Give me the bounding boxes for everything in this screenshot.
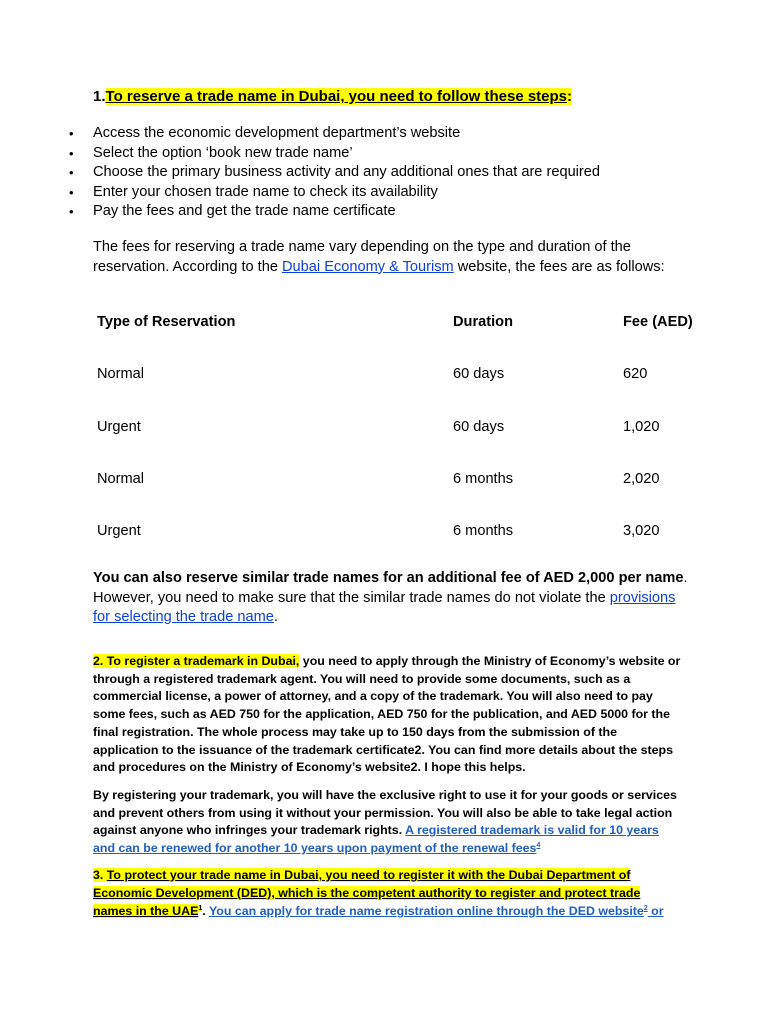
table-cell: 1,020 xyxy=(623,418,660,435)
section1-colon: : xyxy=(567,88,573,105)
section3-number: 3. xyxy=(93,868,107,882)
table-cell: Normal xyxy=(97,470,145,487)
section2-paragraph xyxy=(93,653,683,777)
table-cell: 6 months xyxy=(453,523,514,540)
column-header-duration: Duration xyxy=(453,314,513,330)
table-row xyxy=(97,471,717,523)
table-cell: 60 days xyxy=(453,366,505,383)
column-header-fee: Fee (AED) xyxy=(623,314,693,330)
section3-paragraph xyxy=(93,866,683,920)
table-header-row xyxy=(97,314,717,366)
table-cell: 2,020 xyxy=(623,470,660,487)
fee-table xyxy=(97,314,717,575)
table-row xyxy=(97,419,717,471)
section3-dot: . xyxy=(202,904,209,918)
similar-names-text: . However, you need to make sure that the similar trade names do not violate the xyxy=(93,570,688,606)
list-item: • Access the economic development department’s website xyxy=(93,124,600,144)
table-row xyxy=(97,366,717,418)
column-header-type: Type of Reservation xyxy=(97,314,236,330)
trademark-validity-link[interactable]: A registered trademark is valid for 10 years and can be renewed for another 10 years upon payment of the renewal fees xyxy=(93,823,659,856)
intro-text: The fees for reserving a trade name vary depending on the type and duration of the reservation. According to the xyxy=(93,239,631,275)
section2-highlight: 2. To register a trademark in Dubai, xyxy=(93,654,300,668)
section2-text: you need to apply through the Ministry of Economy’s website or through a registered trademark agent. You will need to provide some documents, such as a commercial license, a power of attorney, and a copy of the trademark. You will also need to pay some fees, such as AED 750 for the application, AED 750 for the publication, and AED 5000 for the final registration. The whole process may take up to 150 days from the submission of the application to the issuance of the trademark certificate2. You can find more details about the steps and procedures on the Ministry of Economy’s website2. I hope this helps. xyxy=(93,654,681,775)
section1-number: 1. xyxy=(93,88,106,105)
list-item: • Enter your chosen trade name to check its availability xyxy=(93,183,600,203)
dubai-economy-link[interactable]: Dubai Economy & Tourism xyxy=(282,258,454,275)
table-cell: Urgent xyxy=(97,418,141,435)
table-cell: 60 days xyxy=(453,418,505,435)
section1-heading-text: To reserve a trade name in Dubai, you need to follow these steps xyxy=(105,88,568,105)
intro-text-end: website, the fees are as follows: xyxy=(453,258,665,275)
similar-names-bold: You can also reserve similar trade names for an additional fee of AED 2,000 per name xyxy=(93,570,684,586)
table-cell: Normal xyxy=(97,366,145,383)
section3-highlight: To protect your trade name in Dubai, you need to register it with the Dubai Department of Economic Development (DED), which is the competent authority to register and protect trade names in the UAE xyxy=(93,868,641,918)
list-item: • Pay the fees and get the trade name certificate xyxy=(93,202,600,222)
table-cell: 620 xyxy=(623,366,648,383)
footnote-ref[interactable]: 1 xyxy=(198,904,203,912)
similar-names-end: . xyxy=(273,609,278,625)
section1-heading xyxy=(93,88,572,105)
ded-website-link[interactable]: You can apply for trade name registration online through the DED website xyxy=(208,904,644,918)
list-item: • Choose the primary business activity and any additional ones that are required xyxy=(93,163,600,183)
table-row xyxy=(97,523,717,575)
list-item: • Select the option ‘book new trade name’ xyxy=(93,144,600,164)
footnote-ref[interactable]: 4 xyxy=(536,841,541,849)
fees-intro-paragraph xyxy=(93,238,693,277)
steps-list xyxy=(93,124,600,222)
trademark-rights-paragraph xyxy=(93,787,683,858)
table-cell: 6 months xyxy=(453,470,514,487)
trademark-rights-text: By registering your trademark, you will have the exclusive right to use it for your goods or services and prevent others from using it without your permission. You will also be able to take legal action against anyone who infringes your trademark rights. xyxy=(93,788,677,838)
table-cell: Urgent xyxy=(97,523,141,540)
similar-names-paragraph xyxy=(93,569,693,628)
provisions-link[interactable]: provisions for selecting the trade name xyxy=(93,589,676,625)
footnote-ref[interactable]: 2 xyxy=(643,904,648,912)
table-cell: 3,020 xyxy=(623,523,660,540)
section3-tail[interactable]: or xyxy=(647,904,664,918)
